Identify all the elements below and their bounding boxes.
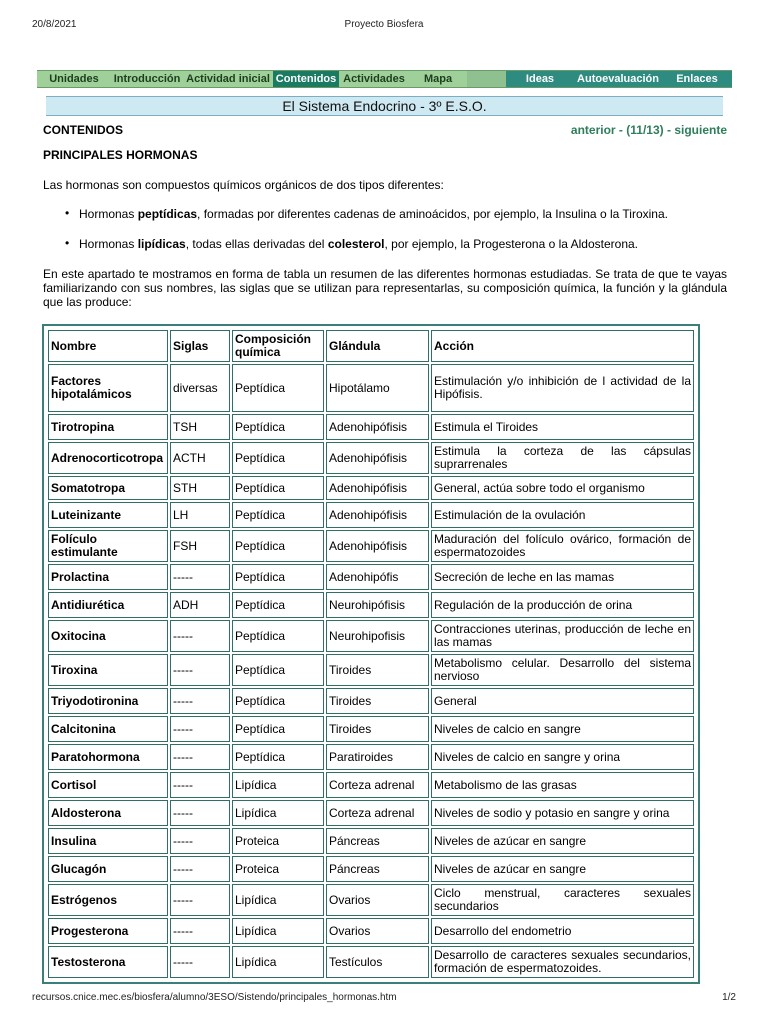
cell-glandula: Tiroides xyxy=(326,688,429,714)
cell-name: Cortisol xyxy=(48,772,168,798)
list-item: • Hormonas peptídicas, formadas por diferentes cadenas de aminoácidos, por ejemplo, la Insulina o la Tiroxina. xyxy=(43,207,733,237)
cell-glandula: Adenohipófisis xyxy=(326,530,429,562)
cell-glandula: Corteza adrenal xyxy=(326,800,429,826)
cell-composicion: Peptídica xyxy=(232,530,324,562)
cell-composicion: Peptídica xyxy=(232,592,324,618)
cell-siglas: ----- xyxy=(170,856,230,882)
cell-name: Adrenocorticotropa xyxy=(48,442,168,474)
cell-name: Tirotropina xyxy=(48,414,168,440)
nav-left-2[interactable]: Actividad inicial xyxy=(186,73,270,85)
nav-left-5[interactable]: Mapa xyxy=(423,73,453,85)
main-navbar xyxy=(37,70,732,88)
table-row xyxy=(48,856,694,882)
cell-composicion: Peptídica xyxy=(232,502,324,528)
cell-glandula: Ovarios xyxy=(326,918,429,944)
cell-accion: Estimulación de la ovulación xyxy=(431,502,694,528)
cell-name: Testosterona xyxy=(48,946,168,978)
cell-glandula: Páncreas xyxy=(326,856,429,882)
cell-glandula: Adenohipófis xyxy=(326,564,429,590)
intro-text: Las hormonas son compuestos químicos orgánicos de dos tipos diferentes: xyxy=(43,178,444,192)
cell-accion: Metabolismo celular. Desarrollo del sistema nervioso xyxy=(431,654,694,686)
cell-glandula: Adenohipófisis xyxy=(326,476,429,500)
contenidos-label: CONTENIDOS xyxy=(43,123,124,137)
cell-name: Folículo estimulante xyxy=(48,530,168,562)
cell-name: Somatotropa xyxy=(48,476,168,500)
cell-name: Oxitocina xyxy=(48,620,168,652)
cell-name: Progesterona xyxy=(48,918,168,944)
table-row xyxy=(48,620,694,652)
table-row xyxy=(48,476,694,500)
cell-glandula: Adenohipófisis xyxy=(326,502,429,528)
cell-siglas: ACTH xyxy=(170,442,230,474)
cell-name: Factores hipotalámicos xyxy=(48,364,168,412)
contenidos-row xyxy=(43,123,727,137)
cell-composicion: Peptídica xyxy=(232,744,324,770)
table-row xyxy=(48,884,694,916)
cell-composicion: Peptídica xyxy=(232,716,324,742)
cell-siglas: ----- xyxy=(170,688,230,714)
cell-accion: Contracciones uterinas, producción de leche en las mamas xyxy=(431,620,694,652)
cell-siglas: ----- xyxy=(170,800,230,826)
cell-siglas: ----- xyxy=(170,744,230,770)
summary-paragraph: En este apartado te mostramos en forma de tabla un resumen de las diferentes hormonas estudiadas. Se trata de que te vayas familiarizando con sus nombres, las siglas que se utilizan para representarlas, su composición química, la función y la glándula que las produce: xyxy=(43,267,727,309)
table-row xyxy=(48,414,694,440)
cell-composicion: Peptídica xyxy=(232,620,324,652)
cell-accion: Niveles de calcio en sangre xyxy=(431,716,694,742)
cell-accion: Estimulación y/o inhibición de l actividad de la Hipófisis. xyxy=(431,364,694,412)
cell-composicion: Lipídica xyxy=(232,918,324,944)
print-page-number: 1/2 xyxy=(722,992,736,1003)
cell-name: Aldosterona xyxy=(48,800,168,826)
table-row xyxy=(48,564,694,590)
header-accion: Acción xyxy=(431,330,694,362)
nav-right-0[interactable]: Ideas xyxy=(525,73,555,85)
cell-composicion: Peptídica xyxy=(232,442,324,474)
cell-name: Glucagón xyxy=(48,856,168,882)
cell-glandula: Testículos xyxy=(326,946,429,978)
cell-accion: General, actúa sobre todo el organismo xyxy=(431,476,694,500)
cell-glandula: Neurohipófisis xyxy=(326,592,429,618)
header-siglas: Siglas xyxy=(170,330,230,362)
cell-name: Tiroxina xyxy=(48,654,168,686)
table-row xyxy=(48,946,694,978)
table-row xyxy=(48,800,694,826)
table-row xyxy=(48,688,694,714)
cell-siglas: ----- xyxy=(170,884,230,916)
cell-name: Calcitonina xyxy=(48,716,168,742)
cell-name: Prolactina xyxy=(48,564,168,590)
cell-accion: Niveles de sodio y potasio en sangre y orina xyxy=(431,800,694,826)
table-row xyxy=(48,592,694,618)
cell-siglas: ----- xyxy=(170,620,230,652)
cell-accion: Niveles de calcio en sangre y orina xyxy=(431,744,694,770)
cell-composicion: Peptídica xyxy=(232,414,324,440)
cell-name: Triyodotironina xyxy=(48,688,168,714)
table-row xyxy=(48,530,694,562)
table-row xyxy=(48,502,694,528)
cell-name: Luteinizante xyxy=(48,502,168,528)
page-banner: El Sistema Endocrino - 3º E.S.O. xyxy=(46,96,723,116)
table-row xyxy=(48,654,694,686)
nav-left-group xyxy=(37,71,467,87)
next-link[interactable]: siguiente xyxy=(674,123,727,137)
list-item: • Hormonas lipídicas, todas ellas derivadas del colesterol, por ejemplo, la Progesterona o la Aldosterona. xyxy=(43,237,733,267)
hormone-types-list xyxy=(43,207,733,267)
table-row xyxy=(48,716,694,742)
cell-composicion: Proteica xyxy=(232,856,324,882)
cell-glandula: Ovarios xyxy=(326,884,429,916)
cell-glandula: Tiroides xyxy=(326,716,429,742)
nav-left-3[interactable]: Contenidos xyxy=(273,71,339,87)
nav-right-2[interactable]: Enlaces xyxy=(676,73,718,85)
print-title: Proyecto Biosfera xyxy=(344,19,424,30)
cell-composicion: Peptídica xyxy=(232,476,324,500)
cell-glandula: Adenohipófisis xyxy=(326,442,429,474)
cell-accion: Estimula el Tiroides xyxy=(431,414,694,440)
prev-link[interactable]: anterior xyxy=(570,123,616,137)
cell-accion: Ciclo menstrual, caracteres sexuales secundarios xyxy=(431,884,694,916)
print-url: recursos.cnice.mec.es/biosfera/alumno/3ESO/Sistendo/principales_hormonas.htm xyxy=(32,992,397,1003)
hormones-table-frame xyxy=(42,324,700,984)
table-row xyxy=(48,918,694,944)
nav-left-0[interactable]: Unidades xyxy=(49,73,99,85)
cell-composicion: Proteica xyxy=(232,828,324,854)
cell-name: Insulina xyxy=(48,828,168,854)
nav-left-1[interactable]: Introducción xyxy=(113,73,181,85)
cell-name: Antidiurética xyxy=(48,592,168,618)
cell-glandula: Paratiroides xyxy=(326,744,429,770)
cell-glandula: Neurohipofisis xyxy=(326,620,429,652)
cell-composicion: Peptídica xyxy=(232,654,324,686)
cell-accion: Secreción de leche en las mamas xyxy=(431,564,694,590)
cell-composicion: Lipídica xyxy=(232,884,324,916)
cell-siglas: diversas xyxy=(170,364,230,412)
cell-composicion: Peptídica xyxy=(232,564,324,590)
header-glandula: Glándula xyxy=(326,330,429,362)
cell-accion: General xyxy=(431,688,694,714)
cell-accion: Niveles de azúcar en sangre xyxy=(431,856,694,882)
table-row xyxy=(48,442,694,474)
cell-glandula: Tiroides xyxy=(326,654,429,686)
header-nombre: Nombre xyxy=(48,330,168,362)
cell-accion: Regulación de la producción de orina xyxy=(431,592,694,618)
cell-siglas: STH xyxy=(170,476,230,500)
cell-siglas: ----- xyxy=(170,918,230,944)
page-indicator: (11/13) xyxy=(626,123,664,137)
table-row xyxy=(48,364,694,412)
cell-accion: Niveles de azúcar en sangre xyxy=(431,828,694,854)
hormones-table xyxy=(46,328,696,980)
cell-composicion: Lipídica xyxy=(232,946,324,978)
cell-siglas: ----- xyxy=(170,772,230,798)
cell-siglas: TSH xyxy=(170,414,230,440)
table-row xyxy=(48,772,694,798)
header-composicion: Composición química xyxy=(232,330,324,362)
table-header-row xyxy=(48,330,694,362)
cell-siglas: ----- xyxy=(170,946,230,978)
cell-siglas: ADH xyxy=(170,592,230,618)
table-row xyxy=(48,828,694,854)
cell-accion: Estimula la corteza de las cápsulas suprarrenales xyxy=(431,442,694,474)
table-row xyxy=(48,744,694,770)
cell-composicion: Lipídica xyxy=(232,800,324,826)
cell-glandula: Hipotálamo xyxy=(326,364,429,412)
cell-composicion: Peptídica xyxy=(232,364,324,412)
pager: anterior - (11/13) - siguiente xyxy=(570,123,727,137)
cell-siglas: ----- xyxy=(170,654,230,686)
nav-right-1[interactable]: Autoevaluación xyxy=(577,73,659,85)
cell-siglas: FSH xyxy=(170,530,230,562)
cell-accion: Metabolismo de las grasas xyxy=(431,772,694,798)
cell-glandula: Adenohipófisis xyxy=(326,414,429,440)
cell-glandula: Corteza adrenal xyxy=(326,772,429,798)
cell-accion: Desarrollo del endometrio xyxy=(431,918,694,944)
cell-name: Estrógenos xyxy=(48,884,168,916)
cell-siglas: ----- xyxy=(170,828,230,854)
cell-accion: Maduración del folículo ovárico, formación de espermatozoides xyxy=(431,530,694,562)
cell-name: Paratohormona xyxy=(48,744,168,770)
nav-left-4[interactable]: Actividades xyxy=(343,73,405,85)
cell-accion: Desarrollo de caracteres sexuales secundarios, formación de espermatozoides. xyxy=(431,946,694,978)
cell-composicion: Peptídica xyxy=(232,688,324,714)
cell-siglas: ----- xyxy=(170,564,230,590)
cell-siglas: ----- xyxy=(170,716,230,742)
section-title: PRINCIPALES HORMONAS xyxy=(43,148,198,162)
cell-siglas: LH xyxy=(170,502,230,528)
nav-right-group xyxy=(506,71,732,87)
cell-composicion: Lipídica xyxy=(232,772,324,798)
cell-glandula: Páncreas xyxy=(326,828,429,854)
print-date: 20/8/2021 xyxy=(32,19,77,30)
